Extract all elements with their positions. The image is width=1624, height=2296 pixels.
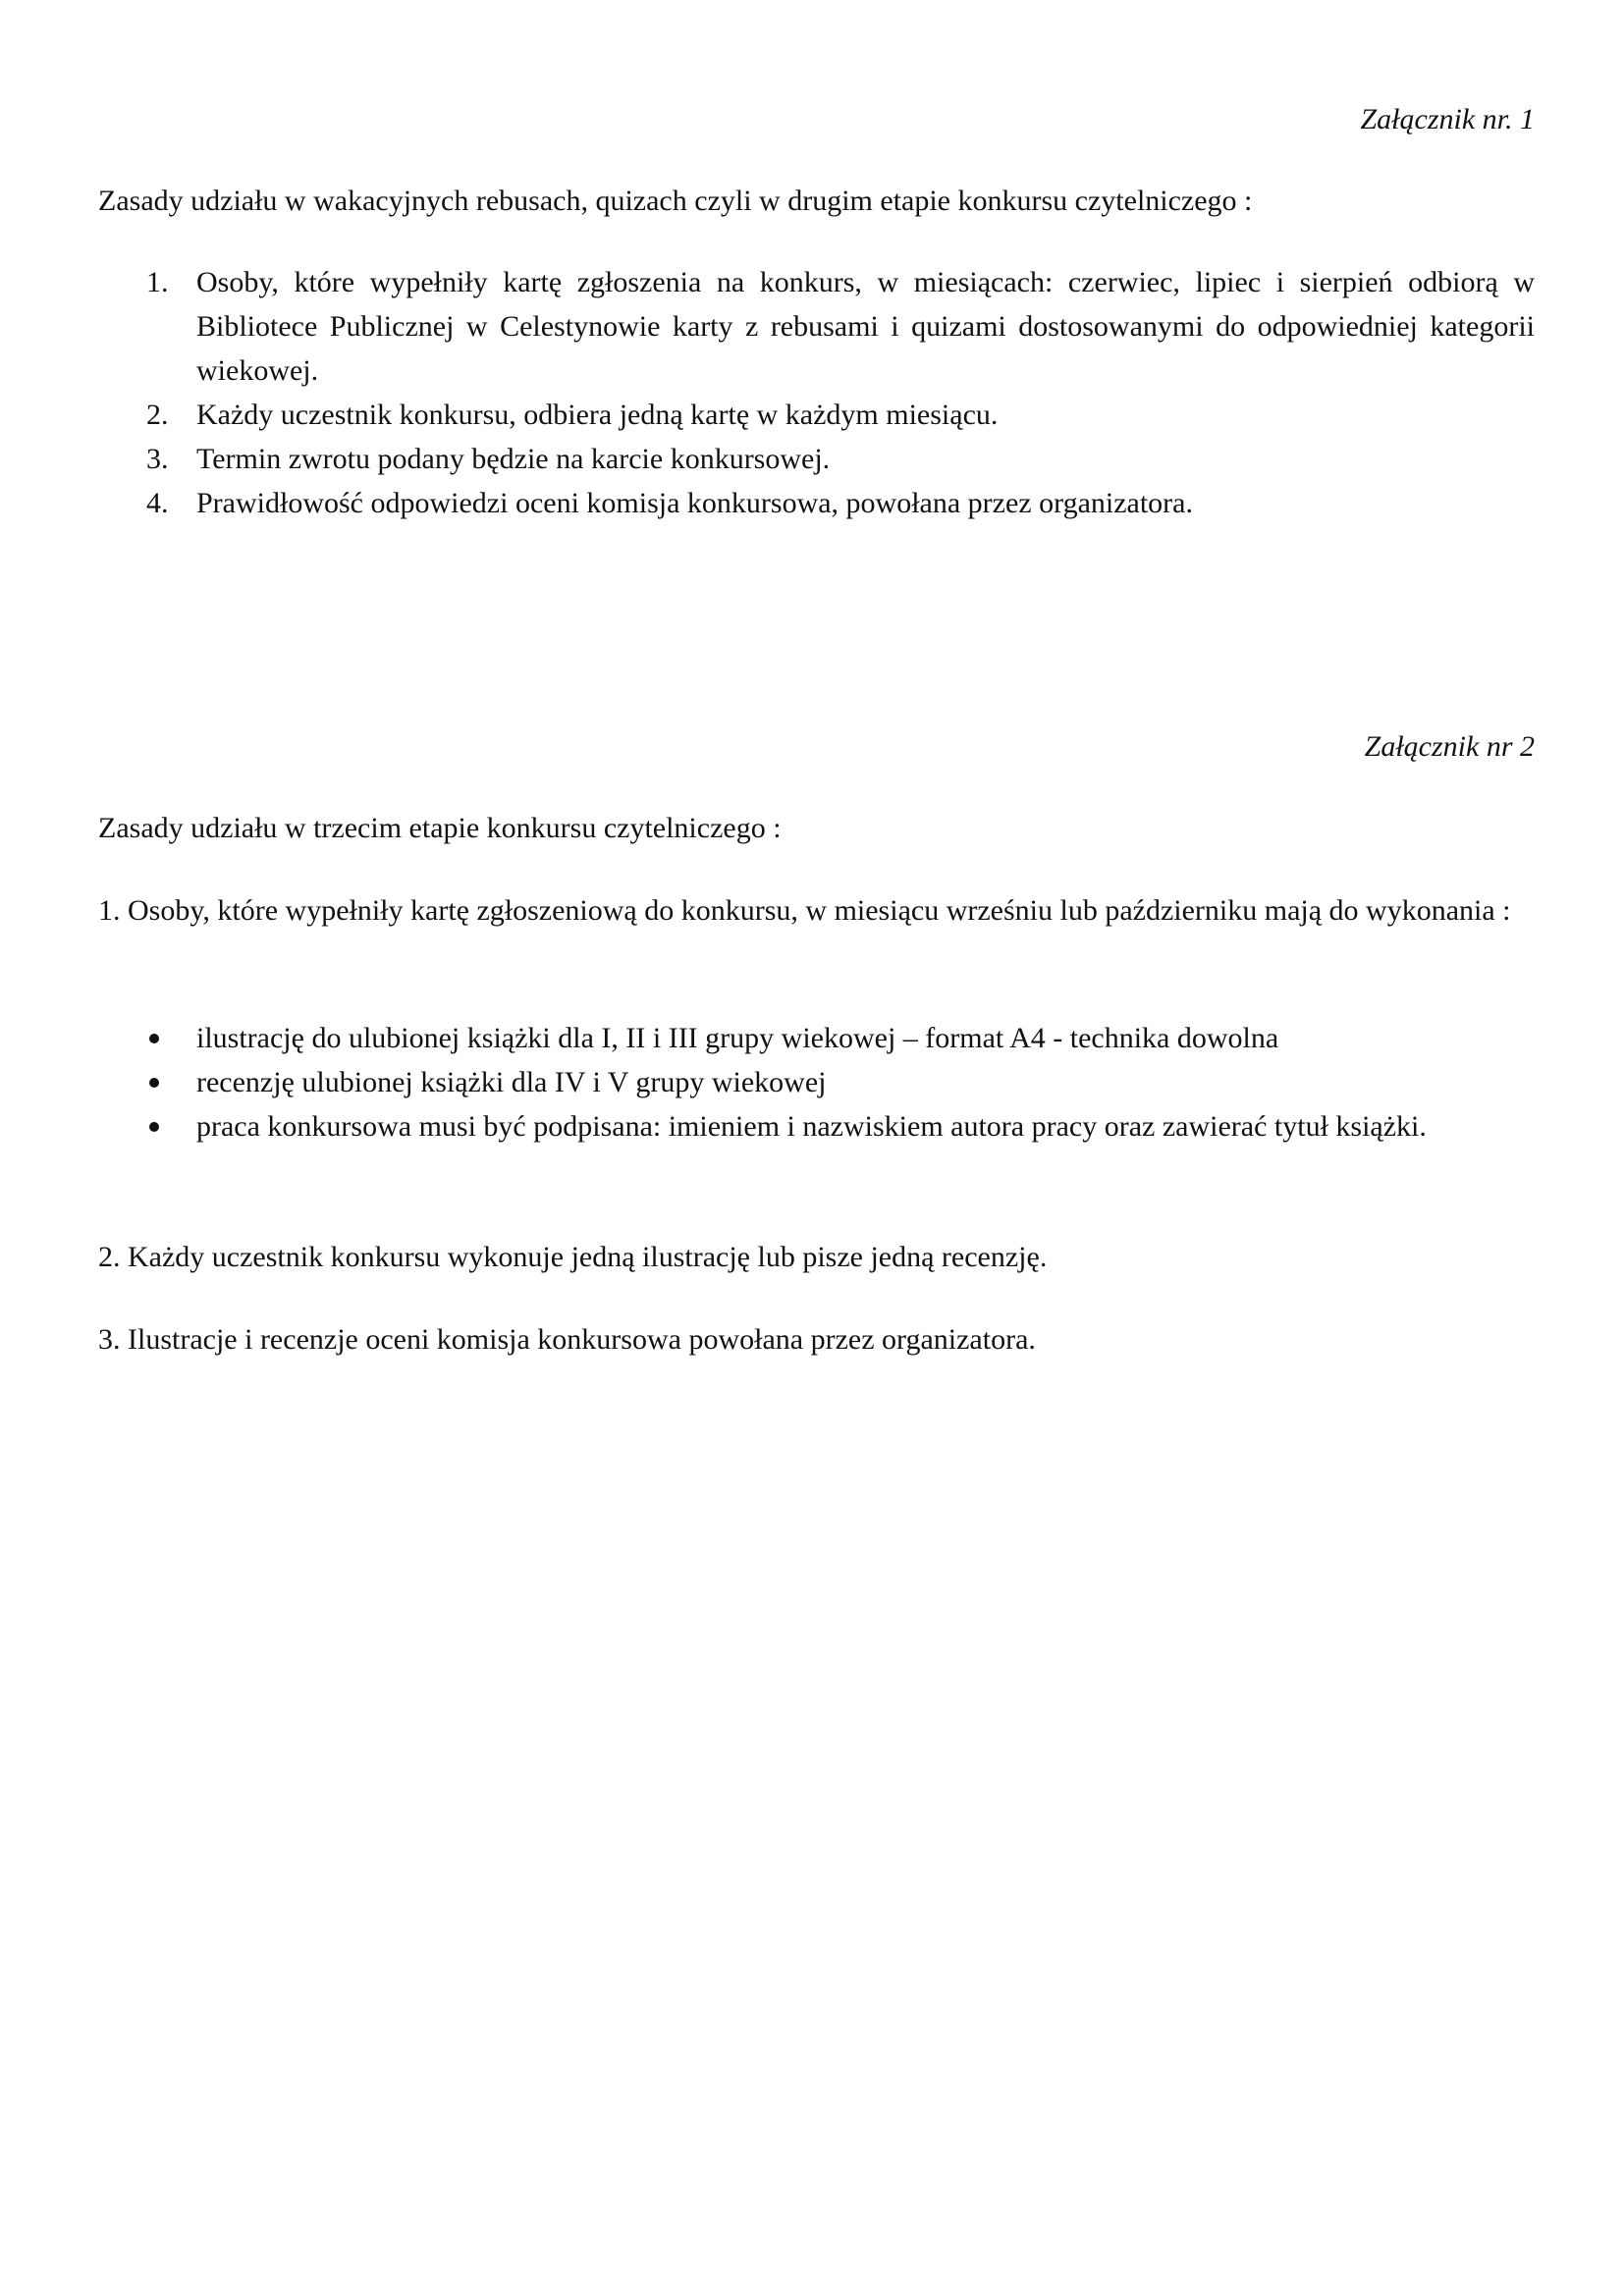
annex-2-point-2: 2. Każdy uczestnik konkursu wykonuje jedną ilustrację lub pisze jedną recenzję.	[98, 1241, 1048, 1273]
list-item-number: 4.	[146, 487, 169, 519]
annex-1-list	[98, 260, 1535, 525]
list-item-text: Każdy uczestnik konkursu, odbiera jedną kartę w każdym miesiącu.	[196, 399, 999, 431]
bullet-text: recenzję ulubionej książki dla IV i V grupy wiekowej	[196, 1066, 827, 1098]
bullet-text: praca konkursowa musi być podpisana: imieniem i nazwiskiem autora pracy oraz zawierać tytuł książki.	[196, 1110, 1427, 1143]
annex-2-intro: Zasady udziału w trzecim etapie konkursu czytelniczego :	[98, 812, 782, 844]
list-item	[98, 393, 1535, 437]
list-item-text: Prawidłowość odpowiedzi oceni komisja konkursowa, powołana przez organizatora.	[196, 487, 1193, 519]
list-item	[98, 260, 1535, 393]
list-item-text: Termin zwrotu podany będzie na karcie konkursowej.	[196, 443, 831, 475]
bullet-item	[98, 1016, 1535, 1060]
list-item-text: Osoby, które wypełniły kartę zgłoszenia na konkurs, w miesiącach: czerwiec, lipiec i sierpień odbiorą w Bibliotece Publicznej w Celestynowie karty z rebusami i quizami dostosowanymi do odpowiedniej kategorii wiekowej.	[196, 266, 1535, 387]
annex-2-bullet-list	[98, 1016, 1535, 1148]
bullet-text: ilustrację do ulubionej książki dla I, II i III grupy wiekowej – format A4 - technika dowolna	[196, 1022, 1279, 1054]
bullet-icon	[149, 1034, 159, 1043]
annex-1-label: Załącznik nr. 1	[1360, 103, 1535, 135]
bullet-item	[98, 1104, 1535, 1148]
list-item	[98, 437, 1535, 481]
annex-2-label: Załącznik nr 2	[1364, 730, 1535, 763]
list-item	[98, 481, 1535, 525]
bullet-icon	[149, 1078, 159, 1088]
annex-2-point-3: 3. Ilustracje i recenzje oceni komisja konkursowa powołana przez organizatora.	[98, 1323, 1036, 1356]
list-item-number: 2.	[146, 399, 169, 431]
bullet-item	[98, 1060, 1535, 1104]
bullet-icon	[149, 1122, 159, 1132]
annex-2-point-1: 1. Osoby, które wypełniły kartę zgłoszeniową do konkursu, w miesiącu wrześniu lub październiku mają do wykonania :	[98, 894, 1511, 927]
annex-1-intro: Zasady udziału w wakacyjnych rebusach, quizach czyli w drugim etapie konkursu czytelniczego :	[98, 185, 1253, 217]
list-item-number: 3.	[146, 443, 169, 475]
list-item-number: 1.	[146, 266, 169, 298]
